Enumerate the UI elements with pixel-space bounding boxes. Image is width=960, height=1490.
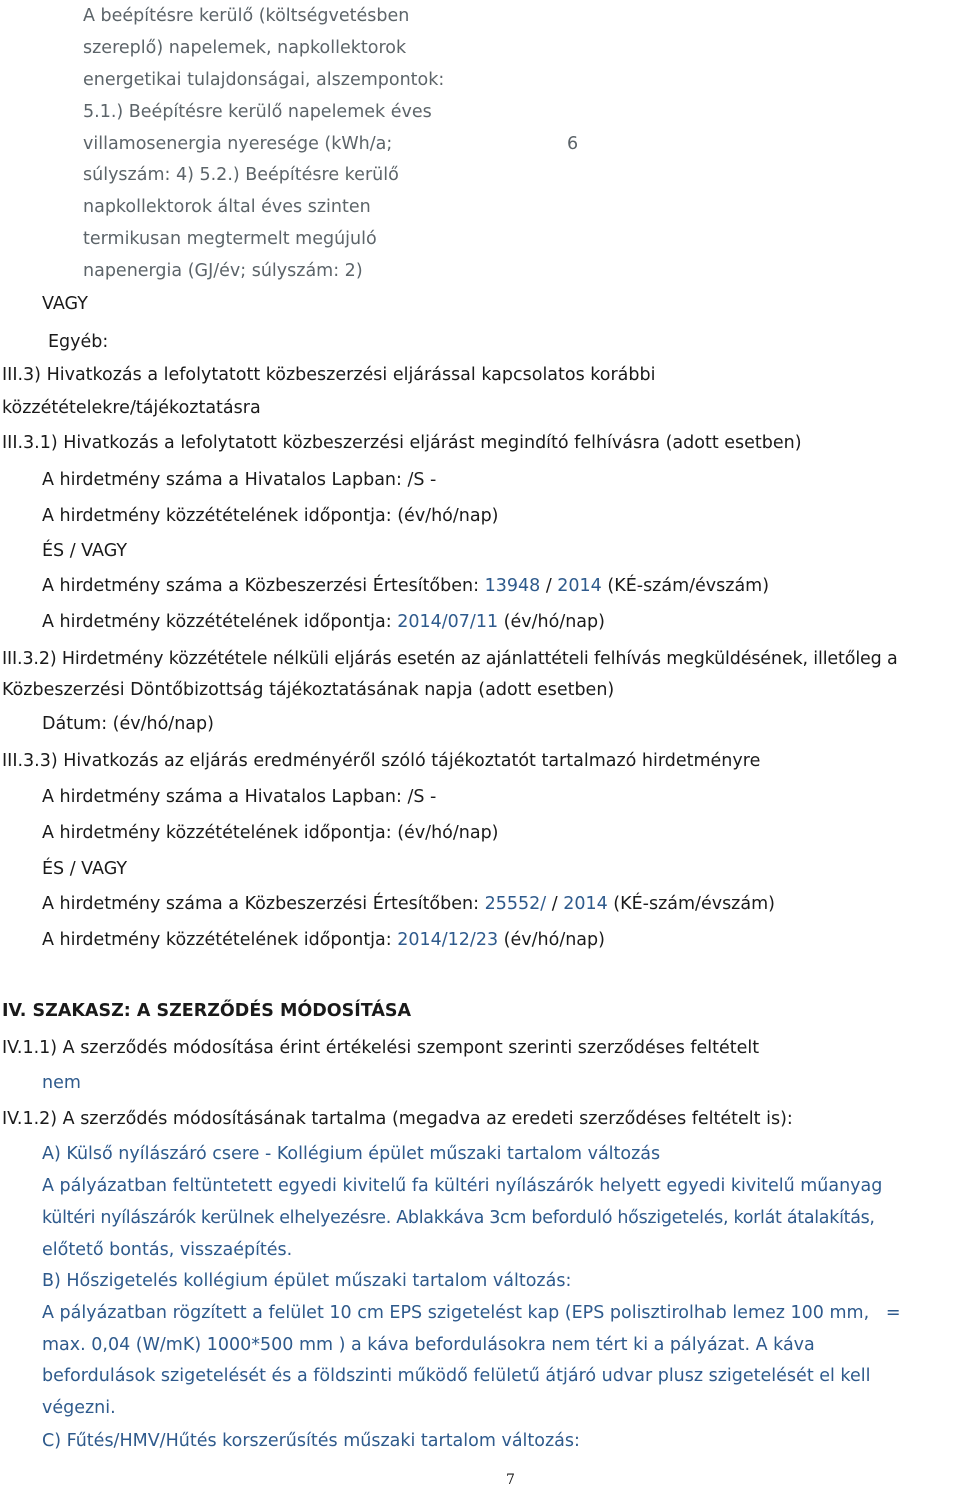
s33-ke-number-label: A hirdetmény száma a Közbeszerzési Értesítőben:	[42, 894, 485, 914]
s33-ke-number-value: 25552/	[484, 894, 547, 914]
cost-line-8: termikusan megtermelt megújuló	[83, 229, 377, 249]
section-3-1-title: III.3.1) Hivatkozás a lefolytatott közbeszerzési eljárást megindító felhívásra (adott esetben)	[2, 433, 802, 453]
section-3-3-title: III.3.3) Hivatkozás az eljárás eredményéről szóló tájékoztatót tartalmazó hirdetményre	[2, 751, 761, 771]
s33-ke-date-label: A hirdetmény közzétételének időpontja:	[42, 930, 398, 950]
section-3-title-line-1: III.3) Hivatkozás a lefolytatott közbeszerzési eljárással kapcsolatos korábbi	[2, 365, 656, 385]
cost-line-2: szereplő) napelemek, napkollektorok	[83, 38, 407, 58]
s31-ke-date-suffix: (év/hó/nap)	[498, 612, 605, 632]
s411-value: nem	[42, 1073, 81, 1093]
s31-ke-date	[42, 611, 605, 633]
s31-ke-date-label: A hirdetmény közzétételének időpontja:	[42, 612, 398, 632]
s31-ojeu-date: A hirdetmény közzétételének időpontja: (év/hó/nap)	[42, 506, 499, 526]
cost-line-5: villamosenergia nyeresége (kWh/a;	[83, 134, 393, 154]
cost-line-1: A beépítésre kerülő (költségvetésben	[83, 6, 410, 26]
egyeb-label: Egyéb:	[48, 332, 109, 352]
change-b-line-4: végezni.	[42, 1398, 116, 1418]
section-4-1-2-title: IV.1.2) A szerződés módosításának tartalma (megadva az eredeti szerződéses feltételt is):	[2, 1109, 793, 1129]
s31-ke-year-value: 2014	[557, 576, 602, 596]
s33-ke-number-suffix: (KÉ-szám/évszám)	[607, 894, 775, 914]
s33-ke-slash: /	[546, 894, 564, 914]
change-b-title: B) Hőszigetelés kollégium épület műszaki tartalom változás:	[42, 1271, 572, 1291]
s31-ke-number-label: A hirdetmény száma a Közbeszerzési Értesítőben:	[42, 576, 485, 596]
s32-date: Dátum: (év/hó/nap)	[42, 714, 214, 734]
s33-ke-date-value: 2014/12/23	[397, 930, 499, 950]
change-b-line-3: befordulások szigetelését és a földszinti működő felületű átjáró udvar plusz szigetelését el kell	[42, 1366, 871, 1386]
vagy-label: VAGY	[42, 294, 88, 314]
section-3-title-line-2: közzétételekre/tájékoztatásra	[2, 398, 261, 418]
change-b-line-1: A pályázatban rögzített a felület 10 cm EPS szigetelést kap (EPS polisztirolhab lemez 100 mm, =	[42, 1303, 901, 1323]
s33-ojeu-date: A hirdetmény közzétételének időpontja: (év/hó/nap)	[42, 823, 499, 843]
s33-ojeu-number: A hirdetmény száma a Hivatalos Lapban: /S -	[42, 787, 437, 807]
s33-ke-number	[42, 893, 775, 915]
change-a-line-3: előtető bontás, visszaépítés.	[42, 1240, 293, 1260]
section-3-2-title-line-2: Közbeszerzési Döntőbizottság tájékoztatásának napja (adott esetben)	[2, 680, 615, 700]
cost-line-7: napkollektorok által éves szinten	[83, 197, 371, 217]
change-a-title: A) Külső nyílászáró csere - Kollégium épület műszaki tartalom változás	[42, 1144, 661, 1164]
s31-ke-slash: /	[540, 576, 558, 596]
cost-line-6: súlyszám: 4) 5.2.) Beépítésre kerülő	[83, 165, 399, 185]
s33-and-or: ÉS / VAGY	[42, 859, 128, 879]
page-number: 7	[506, 1472, 515, 1488]
weight-value: 6	[567, 134, 579, 154]
s31-ke-date-value: 2014/07/11	[397, 612, 499, 632]
s31-ke-number	[42, 575, 769, 597]
cost-line-9: napenergia (GJ/év; súlyszám: 2)	[83, 261, 363, 281]
change-a-line-1: A pályázatban feltüntetett egyedi kivitelű fa kültéri nyílászárók helyett egyedi kivitelű műanyag	[42, 1176, 883, 1196]
cost-line-3: energetikai tulajdonságai, alszempontok:	[83, 70, 445, 90]
s33-ke-date-suffix: (év/hó/nap)	[498, 930, 605, 950]
s33-ke-year-value: 2014	[563, 894, 608, 914]
s31-ojeu-number: A hirdetmény száma a Hivatalos Lapban: /S -	[42, 470, 437, 490]
s31-ke-number-value: 13948	[484, 576, 541, 596]
section-3-2-title-line-1: III.3.2) Hirdetmény közzététele nélküli eljárás esetén az ajánlattételi felhívás megküldésének, illetőleg a	[2, 649, 898, 669]
s31-and-or: ÉS / VAGY	[42, 541, 128, 561]
section-4-heading: IV. SZAKASZ: A SZERZŐDÉS MÓDOSÍTÁSA	[2, 1001, 412, 1021]
cost-line-4: 5.1.) Beépítésre kerülő napelemek éves	[83, 102, 432, 122]
change-c-title: C) Fűtés/HMV/Hűtés korszerűsítés műszaki tartalom változás:	[42, 1431, 580, 1451]
change-b-line-2: max. 0,04 (W/mK) 1000*500 mm ) a káva befordulásokra nem tért ki a pályázat. A káva	[42, 1335, 815, 1355]
section-4-1-1-title: IV.1.1) A szerződés módosítása érint értékelési szempont szerinti szerződéses feltételt	[2, 1038, 760, 1058]
change-a-line-2: kültéri nyílászárók kerülnek elhelyezésre. Ablakkáva 3cm beforduló hőszigetelés, korlát átalakítás,	[42, 1208, 875, 1228]
s33-ke-date	[42, 929, 605, 951]
s31-ke-number-suffix: (KÉ-szám/évszám)	[601, 576, 770, 596]
